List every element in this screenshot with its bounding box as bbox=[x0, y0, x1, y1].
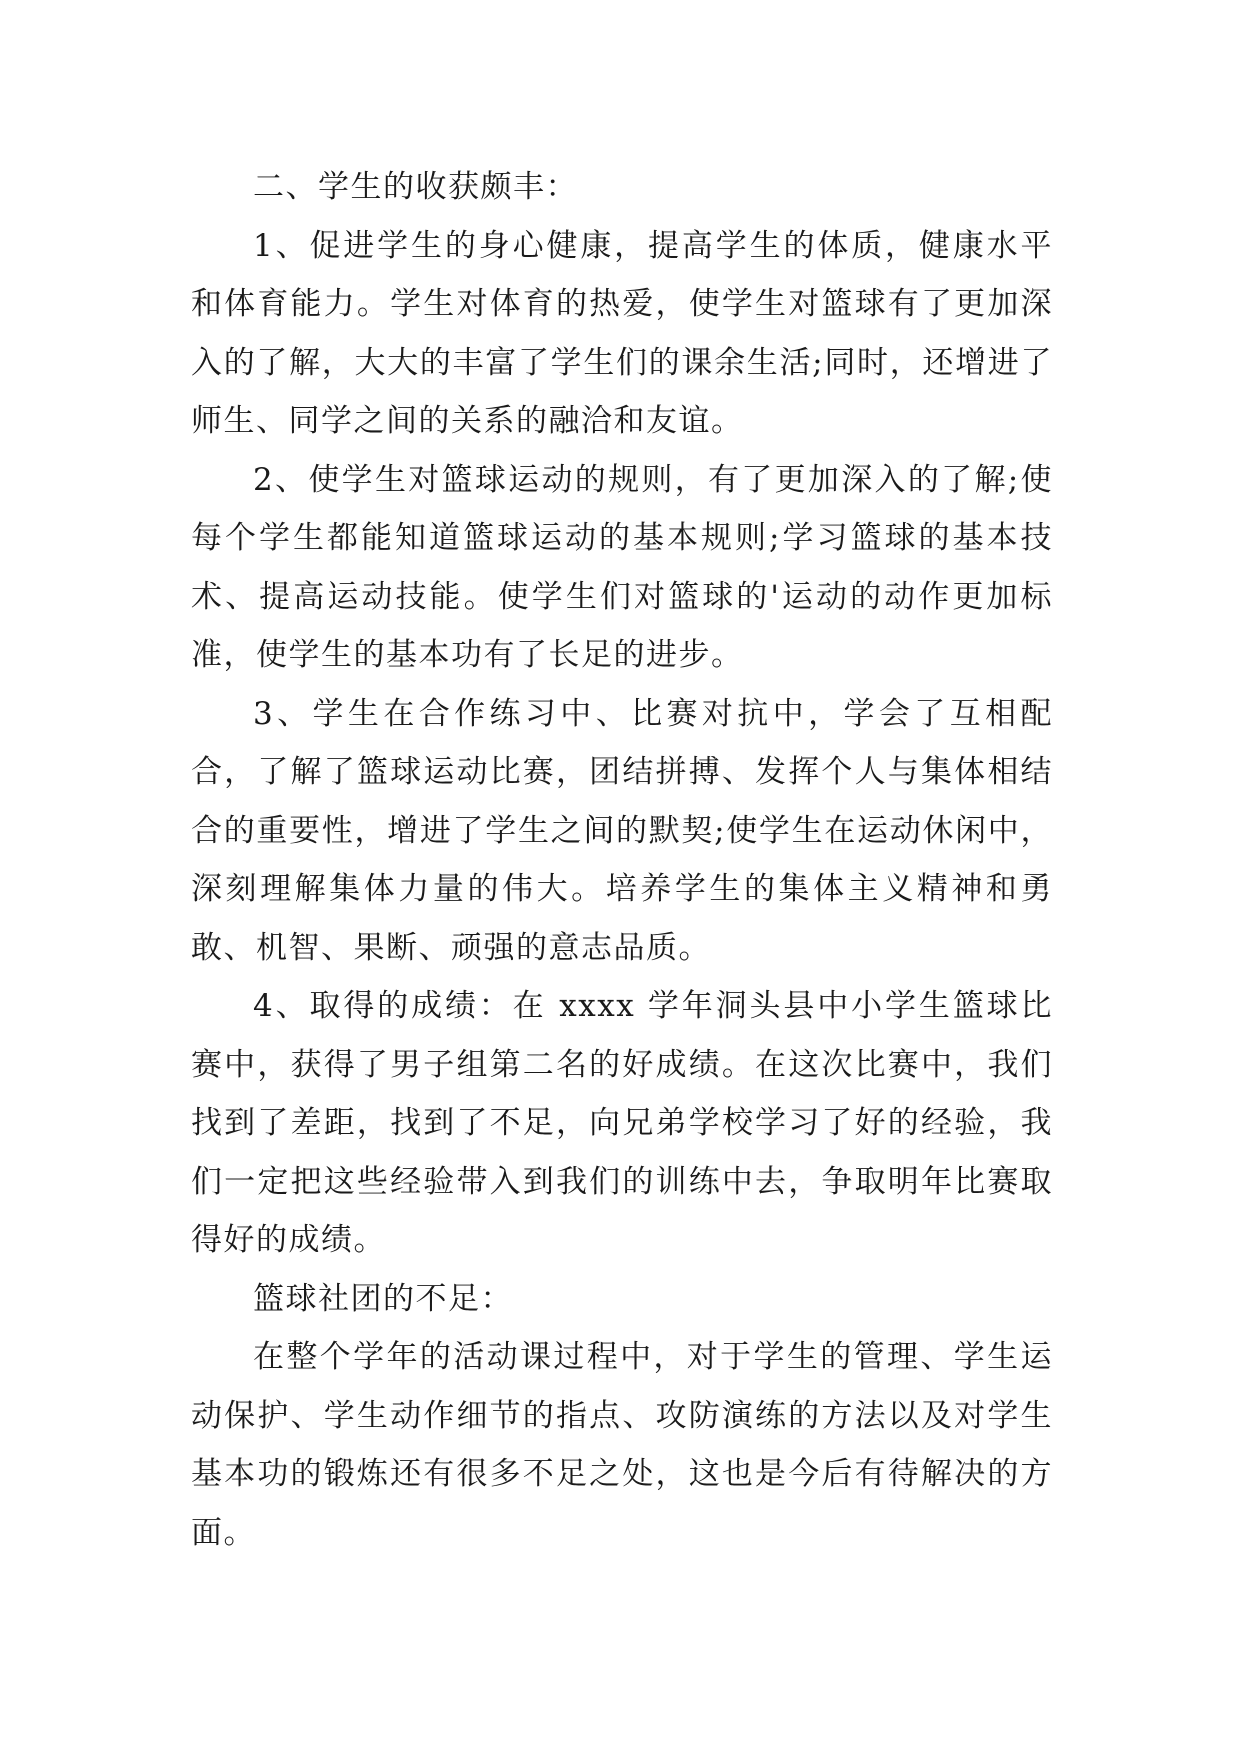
paragraph-item-2: 2、使学生对篮球运动的规则，有了更加深入的了解;使每个学生都能知道篮球运动的基本规则;学习篮球的基本技术、提高运动技能。使学生们对篮球的'运动的动作更加标准，使学生的基本功有了长足的进步。 bbox=[191, 461, 1053, 673]
document-body bbox=[191, 158, 1053, 1562]
paragraph-item-3: 3、学生在合作练习中、比赛对抗中，学会了互相配合，了解了篮球运动比赛，团结拼搏、发挥个人与集体相结合的重要性，增进了学生之间的默契;使学生在运动休闲中，深刻理解集体力量的伟大。培养学生的集体主义精神和勇敢、机智、果断、顽强的意志品质。 bbox=[191, 695, 1053, 966]
section-heading-student-gains: 二、学生的收获颇丰： bbox=[253, 169, 578, 205]
paragraph-item-1: 1、促进学生的身心健康，提高学生的体质，健康水平和体育能力。学生对体育的热爱，使学生对篮球有了更加深入的了解，大大的丰富了学生们的课余生活;同时，还增进了师生、同学之间的关系的融洽和友谊。 bbox=[191, 227, 1053, 439]
section-heading-shortcomings: 篮球社团的不足： bbox=[253, 1280, 513, 1317]
paragraph-item-4: 4、取得的成绩：在 xxxx 学年洞头县中小学生篮球比赛中，获得了男子组第二名的好成绩。在这次比赛中，我们找到了差距，找到了不足，向兄弟学校学习了好的经验，我们一定把这些经验带入到我们的训练中去，争取明年比赛取得好的成绩。 bbox=[191, 988, 1053, 1258]
paragraph-shortcomings: 在整个学年的活动课过程中，对于学生的管理、学生运动保护、学生动作细节的指点、攻防演练的方法以及对学生基本功的锻炼还有很多不足之处，这也是今后有待解决的方面。 bbox=[191, 1339, 1053, 1551]
